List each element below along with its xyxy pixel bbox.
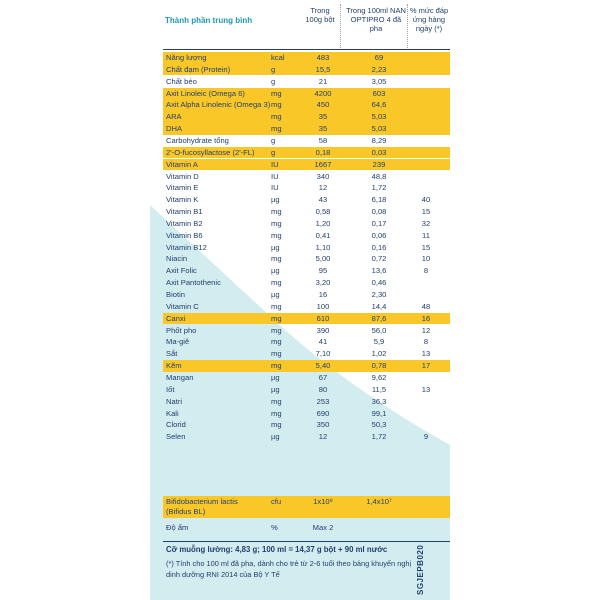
table-row <box>163 88 450 100</box>
value-per-100g: 41 <box>318 337 328 347</box>
nutrient-unit: g <box>271 135 276 145</box>
nutrient-unit: mg <box>271 88 282 98</box>
nutrient-unit: µg <box>271 290 280 299</box>
nutrient-name: Vitamin C <box>166 301 199 311</box>
value-per-100ml: 0,72 <box>371 254 387 264</box>
value-per-100g: 21 <box>318 76 328 86</box>
value-per-100g: 350 <box>316 420 330 430</box>
value-per-100ml: 1,72 <box>371 183 387 193</box>
value-per-100g: 390 <box>316 325 330 335</box>
bifidus-unit: cfu <box>271 497 282 506</box>
value-per-100ml: 50,3 <box>371 420 387 430</box>
nutrient-unit: mg <box>271 100 282 110</box>
nutrient-name: 2'-O-fucosyllactose (2'-FL) <box>166 147 255 157</box>
nutrient-name: Kẽm <box>166 361 182 371</box>
value-per-100g: 1,10 <box>315 242 331 252</box>
table-row <box>163 230 450 242</box>
header-per-100g: Trong 100g bột <box>305 6 335 24</box>
moisture-name: Độ ẩm <box>166 523 189 532</box>
value-per-100ml: 11,5 <box>371 384 387 394</box>
table-row <box>163 147 450 159</box>
nutrient-name: Vitamin D <box>166 171 199 181</box>
table-row <box>163 64 450 76</box>
value-per-100ml: 0,78 <box>371 361 387 371</box>
value-per-100g: 253 <box>316 396 330 406</box>
table-row <box>163 52 450 64</box>
header-daily-value: % mức đáp ứng hàng ngày (*) <box>409 6 449 33</box>
nutrient-unit: µg <box>271 384 280 394</box>
header-per-100ml: Trong 100ml NAN OPTIPRO 4 đã pha <box>346 6 406 33</box>
footnote: (*) Tính cho 100 ml đã pha, dành cho trẻ từ 2-6 tuổi theo bảng khuyến nghị dinh dưỡng RNI 2014 của Bộ Y Tế <box>166 559 412 579</box>
header-rule <box>163 49 450 50</box>
nutrient-unit: µg <box>271 432 280 442</box>
table-row <box>163 384 450 396</box>
value-per-100g: 80 <box>318 384 328 394</box>
daily-percent: 8 <box>423 266 429 276</box>
value-per-100ml: 6,18 <box>371 195 387 205</box>
nutrient-name: Axit Linoleic (Omega 6) <box>166 88 245 98</box>
daily-percent: 15 <box>421 207 431 217</box>
nutrient-name: Iốt <box>166 384 175 394</box>
nutrient-name: Chất đạm (Protein) <box>166 64 231 74</box>
value-per-100g: 15,5 <box>315 64 331 74</box>
value-per-100g: 58 <box>318 135 328 145</box>
daily-percent: 11 <box>422 230 430 240</box>
nutrient-name: Canxi <box>166 313 186 323</box>
value-per-100ml: 56,0 <box>371 325 387 335</box>
value-per-100g: 95 <box>318 266 328 276</box>
nutrient-unit: mg <box>271 278 282 288</box>
value-per-100ml: 13,6 <box>371 266 387 276</box>
value-per-100ml: 1,72 <box>371 432 387 442</box>
value-per-100g: 610 <box>316 313 330 323</box>
nutrient-unit: mg <box>271 337 282 347</box>
daily-percent: 12 <box>421 325 431 335</box>
nutrient-name: Ma-giê <box>166 337 190 347</box>
daily-percent: 17 <box>421 361 431 371</box>
table-row <box>163 135 450 147</box>
table-row <box>163 277 450 289</box>
daily-percent: 13 <box>421 384 431 394</box>
nutrient-unit: mg <box>271 301 282 311</box>
value-per-100ml: 69 <box>374 53 384 62</box>
table-row <box>163 396 450 408</box>
nutrient-name: DHA <box>166 124 183 134</box>
value-per-100g: 35 <box>318 112 328 122</box>
nutrient-unit: g <box>271 76 276 86</box>
nutrient-name: Phốt pho <box>166 325 197 335</box>
value-per-100g: 67 <box>318 372 328 382</box>
nutrient-name: Axit Alpha Linolenic (Omega 3) <box>166 100 271 110</box>
bifidus-row <box>163 496 450 518</box>
table-row <box>163 159 450 171</box>
nutrient-name: Kali <box>166 408 179 418</box>
nutrient-unit: mg <box>271 230 282 240</box>
header-divider <box>340 4 341 48</box>
nutrient-unit: mg <box>271 408 282 418</box>
nutrient-name: Vitamin A <box>166 159 198 169</box>
nutrient-unit: mg <box>271 349 282 359</box>
value-per-100g: 0,41 <box>315 230 331 240</box>
value-per-100ml: 2,30 <box>371 290 387 299</box>
value-per-100ml: 0,06 <box>371 230 387 240</box>
value-per-100ml: 5,9 <box>373 337 385 347</box>
nutrient-unit: µg <box>271 266 280 276</box>
bifidus-name: Bifidobacterium lactis <box>166 497 238 506</box>
nutrient-name: Vitamin K <box>166 195 199 205</box>
nutrient-unit: mg <box>271 420 282 430</box>
value-per-100g: 5,00 <box>315 254 331 264</box>
nutrient-unit: IU <box>271 183 279 193</box>
value-per-100g: 483 <box>316 53 330 62</box>
header-divider <box>407 4 408 48</box>
table-row <box>163 111 450 123</box>
nutrient-name: ARA <box>166 112 182 122</box>
nutrient-unit: kcal <box>271 53 285 62</box>
nutrient-unit: µg <box>271 372 280 382</box>
nutrient-name: Vitamin B1 <box>166 207 203 217</box>
nutrient-unit: IU <box>271 171 279 181</box>
table-row <box>163 348 450 360</box>
moisture-row <box>163 522 450 534</box>
value-per-100ml: 2,23 <box>371 64 387 74</box>
nutrient-name: Natri <box>166 396 183 406</box>
value-per-100ml: 5,03 <box>371 112 387 122</box>
value-per-100ml: 9,62 <box>371 372 387 382</box>
table-row <box>163 289 450 301</box>
table-row <box>163 419 450 431</box>
table-row <box>163 206 450 218</box>
value-per-100g: 5,40 <box>315 361 331 371</box>
value-per-100g: 12 <box>318 183 328 193</box>
value-per-100ml: 8,29 <box>371 135 387 145</box>
daily-percent: 16 <box>421 313 431 323</box>
nutrient-unit: g <box>271 64 276 74</box>
daily-percent: 48 <box>421 301 431 311</box>
daily-percent: 9 <box>423 432 429 442</box>
table-row <box>163 123 450 135</box>
moisture-value: Max 2 <box>312 523 334 532</box>
product-code: SGJEPB020 <box>416 544 425 595</box>
nutrition-panel <box>150 0 450 600</box>
nutrient-name: Mangan <box>166 372 194 382</box>
table-row <box>163 265 450 277</box>
nutrient-unit: mg <box>271 207 282 217</box>
nutrient-unit: mg <box>271 254 282 264</box>
nutrient-name: Clorid <box>166 420 186 430</box>
nutrient-unit: mg <box>271 112 282 122</box>
footer-rule <box>163 541 450 542</box>
value-per-100g: 100 <box>316 301 330 311</box>
nutrient-name: Sắt <box>166 349 178 359</box>
table-row <box>163 313 450 325</box>
table-row <box>163 360 450 372</box>
value-per-100ml: 0,16 <box>371 242 387 252</box>
table-row <box>163 194 450 206</box>
daily-percent: 10 <box>421 254 431 264</box>
nutrient-unit: µg <box>271 195 280 205</box>
value-per-100g: 690 <box>316 408 330 418</box>
value-per-100g: 16 <box>318 290 328 299</box>
value-per-100ml: 48,8 <box>371 171 387 181</box>
value-per-100ml: 99,1 <box>371 408 387 418</box>
table-row <box>163 171 450 183</box>
value-per-100g: 7,10 <box>315 349 331 359</box>
value-per-100g: 1,20 <box>315 218 331 228</box>
bifidus-value-100g: 1x10⁸ <box>313 497 333 506</box>
value-per-100ml: 0,17 <box>371 218 387 228</box>
nutrient-name: Axit Folic <box>166 266 197 276</box>
value-per-100g: 12 <box>318 432 328 442</box>
value-per-100ml: 3,05 <box>371 76 387 86</box>
table-row <box>163 408 450 420</box>
nutrient-name: Vitamin B12 <box>166 242 207 252</box>
nutrient-name: Năng lượng <box>166 53 207 62</box>
header-name-column: Thành phần trung bình <box>165 16 253 25</box>
table-row <box>163 372 450 384</box>
value-per-100g: 3,20 <box>315 278 331 288</box>
value-per-100g: 0,18 <box>315 147 331 157</box>
table-row <box>163 182 450 194</box>
value-per-100g: 340 <box>316 171 330 181</box>
nutrient-unit: mg <box>271 361 282 371</box>
table-row <box>163 253 450 265</box>
nutrient-name: Vitamin B2 <box>166 218 203 228</box>
value-per-100g: 35 <box>318 124 328 134</box>
moisture-unit: % <box>271 523 278 532</box>
bifidus-value-100ml: 1,4x10⁷ <box>366 497 392 506</box>
bifidus-name-sub: (Bifidus BL) <box>166 507 206 516</box>
nutrient-unit: mg <box>271 218 282 228</box>
nutrient-name: Vitamin E <box>166 183 199 193</box>
nutrient-name: Niacin <box>166 254 188 264</box>
nutrient-name: Selen <box>166 432 186 442</box>
value-per-100g: 4200 <box>314 88 332 98</box>
table-row <box>163 336 450 348</box>
value-per-100ml: 5,03 <box>371 124 387 134</box>
nutrient-name: Axit Pantothenic <box>166 278 221 288</box>
daily-percent: 32 <box>421 218 431 228</box>
nutrient-unit: mg <box>271 124 282 134</box>
nutrient-unit: IU <box>271 159 279 169</box>
table-row <box>163 99 450 111</box>
daily-percent: 13 <box>421 349 431 359</box>
table-row <box>163 76 450 88</box>
value-per-100ml: 1,02 <box>371 349 387 359</box>
daily-percent: 15 <box>421 242 431 252</box>
value-per-100ml: 603 <box>372 88 386 98</box>
nutrient-name: Carbohydrate tổng <box>166 135 229 145</box>
table-row <box>163 218 450 230</box>
value-per-100ml: 239 <box>372 159 386 169</box>
daily-percent: 40 <box>421 195 431 205</box>
nutrient-unit: mg <box>271 325 282 335</box>
nutrient-unit: g <box>271 147 276 157</box>
table-row <box>163 301 450 313</box>
nutrient-unit: mg <box>271 396 282 406</box>
value-per-100g: 0,58 <box>315 207 331 217</box>
value-per-100ml: 0,08 <box>371 207 387 217</box>
nutrient-name: Biotin <box>166 290 185 299</box>
value-per-100ml: 36,3 <box>371 396 387 406</box>
scoop-info: Cỡ muỗng lường: 4,83 g; 100 ml = 14,37 g bột + 90 ml nước <box>166 545 388 554</box>
value-per-100g: 450 <box>316 100 330 110</box>
nutrient-unit: µg <box>271 242 280 252</box>
value-per-100g: 1667 <box>314 159 332 169</box>
nutrient-name: Chất béo <box>166 76 197 86</box>
value-per-100ml: 87,6 <box>371 313 387 323</box>
table-row <box>163 242 450 254</box>
value-per-100ml: 14,4 <box>371 301 387 311</box>
value-per-100g: 43 <box>318 195 328 205</box>
value-per-100ml: 0,03 <box>371 147 387 157</box>
value-per-100ml: 0,46 <box>371 278 387 288</box>
nutrient-unit: mg <box>271 313 282 323</box>
value-per-100ml: 64,6 <box>371 100 387 110</box>
daily-percent: 8 <box>423 337 429 347</box>
nutrient-name: Vitamin B6 <box>166 230 203 240</box>
table-row <box>163 325 450 337</box>
table-row <box>163 431 450 443</box>
